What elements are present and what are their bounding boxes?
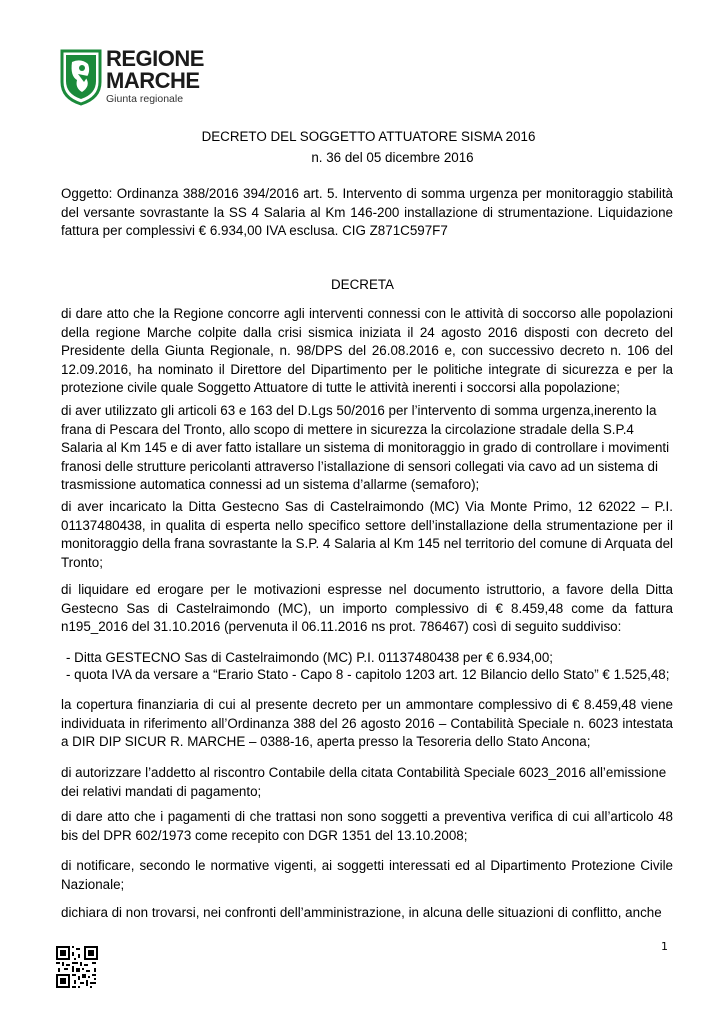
list-item-iva: - quota IVA da versare a “Erario Stato - Capo 8 - capitolo 1203 art. 12 Bilancio dello Stato” € 1.525,48; — [66, 667, 670, 682]
page-number: 1 — [661, 940, 668, 953]
paragraph-9: dichiara di non trovarsi, nei confronti dell’amministrazione, in alcuna delle situazioni di conflitto, anche — [61, 905, 662, 920]
list-item-gestecno: - Ditta GESTECNO Sas di Castelraimondo (MC) P.I. 01137480438 per € 6.934,00; — [66, 650, 554, 665]
regione-marche-logo — [58, 48, 208, 110]
logo-marche: MARCHE — [106, 68, 200, 93]
paragraph-5: la copertura finanziaria di cui al presente decreto per un ammontare complessivo di € 8.459,48 viene individuata in riferimento all’Ordinanza 388 del 26 agosto 2016 – Contabilità Speciale n. 6023 intestata a DIR DIP SICUR R. MARCHE – 0388-16, aperta presso la Tesoreria dello Stato Ancona; — [61, 697, 673, 749]
regione-marche-emblem-icon — [58, 48, 104, 106]
decree-title: DECRETO DEL SOGGETTO ATTUATORE SISMA 2016 — [201, 129, 536, 144]
paragraph-7: di dare atto che i pagamenti di che trattasi non sono soggetti a preventiva verifica di cui all’articolo 48 bis del DPR 602/1973 come recepito con DGR 1351 del 13.10.2008; — [61, 809, 673, 843]
paragraph-6: di autorizzare l’addetto al riscontro Contabile della citata Contabilità Speciale 6023_2016 all’emissione dei relativi mandati di pagamento; — [61, 765, 667, 799]
decree-number-date: n. 36 del 05 dicembre 2016 — [311, 150, 474, 165]
paragraph-2: di aver utilizzato gli articoli 63 e 163 del D.Lgs 50/2016 per l’intervento di somma urgenza,inerento la frana di Pescara del Tronto, allo scopo di mettere in sicurezza la circolazione stradale della S.P.4 Salaria al Km 145 e di aver fatto istallare un sistema di monitoraggio in grado di controllare i movimenti franosi delle strutture pericolanti attraverso l’istallazione di sensori collegati via cavo ad un sistema di trasmissione automatica connessi ad un sistema d’allarme (semaforo); — [61, 403, 670, 492]
logo-regione: REGIONE — [106, 46, 204, 71]
logo-giunta: Giunta regionale — [106, 93, 184, 105]
paragraph-1: di dare atto che la Regione concorre agli interventi connessi con le attività di soccorso alle popolazioni della regione Marche colpite dalla crisi sismica iniziata il 24 agosto 2016 disposti con decreto del Presidente della Giunta Regionale, n. 98/DPS del 26.08.2016 e, con successivo decreto n. 106 del 12.09.2016, ha nominato il Direttore del Dipartimento per le politiche integrate di sicurezza e per la protezione civile quale Soggetto Attuatore di tutte le attività inerenti i soccorsi alla popolazione; — [61, 306, 673, 395]
paragraph-4: di liquidare ed erogare per le motivazioni espresse nel documento istruttorio, a favore della Ditta Gestecno Sas di Castelraimondo (MC), un importo complessivo di € 8.459,48 come da fattura n195_2016 del 31.10.2016 (pervenuta il 06.11.2016 ns prot. 786467) così di seguito suddiviso: — [61, 582, 673, 634]
subject-paragraph: Oggetto: Ordinanza 388/2016 394/2016 art. 5. Intervento di somma urgenza per monitoraggio stabilità del versante sovrastante la SS 4 Salaria al Km 146-200 installazione di strumentazione. Liquidazione fattura per complessivi € 6.934,00 IVA esclusa. CIG Z871C597F7 — [61, 186, 673, 238]
paragraph-8: di notificare, secondo le normative vigenti, ai soggetti interessati ed al Dipartimento Protezione Civile Nazionale; — [61, 858, 673, 892]
qr-code-icon — [56, 946, 98, 988]
paragraph-3: di aver incaricato la Ditta Gestecno Sas di Castelraimondo (MC) Via Monte Primo, 12 62022 – P.I. 01137480438, in qualita di esperta nello specifico settore dell’installazione della strumentazione per il monitoraggio della frana sovrastante la S.P. 4 Salaria al Km 145 nel territorio del comune di Arquata del Tronto; — [61, 499, 673, 570]
decreta-heading: DECRETA — [331, 277, 394, 292]
